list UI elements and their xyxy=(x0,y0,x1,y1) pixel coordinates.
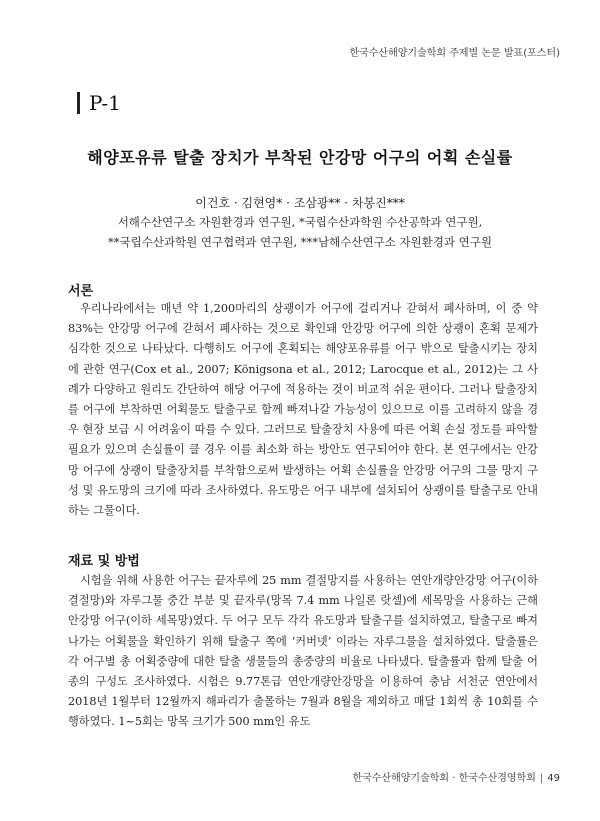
section-body-intro: 우리나라에서는 매년 약 1,200마리의 상괭이가 어구에 걸리거나 갇혀서 폐사하며, 이 중 약 83%는 안강망 어구에 갇혀서 폐사하는 것으로 확인돼 안강망 어구에 의한 상괭이 혼획 문제가 심각한 것으로 나타났다. 다행히도 어구에 혼획되는 해양포유류를 어구 밖으로 탈출시키는 장치에 관한 연구(Cox et al., 2007; Königsona et al., 2012; Larocque et al., 2012)는 그 사례가 다양하고 원리도 간단하여 해당 어구에 적용하는 것이 비교적 쉬운 편이다. 그러나 탈출장치를 어구에 부착하면 어획물도 탈출구로 함께 빠져나갈 가능성이 있으므로 이를 고려하지 않을 경우 현장 보급 시 어려움이 따를 수 있다. 그러므로 탈출장치 사용에 따른 어획 손실 정도를 파악할 필요가 있으며 손실률이 클 경우 이를 최소화 하는 방안도 연구되어야 한다. 본 연구에서는 안강망 어구에 상괭이 탈출장치를 부착함으로써 발생하는 어획 손실률을 안강망 어구의 그물 망지 구성 및 유도망의 크기에 따라 조사하였다. 유도망은 어구 내부에 설치되어 상괭이를 탈출구로 안내하는 그물이다. xyxy=(68,302,538,518)
poster-tag-bar xyxy=(77,92,80,114)
footer-societies: 한국수산해양기술학회 · 한국수산경영학회 xyxy=(352,773,536,784)
poster-tag xyxy=(77,90,137,116)
affiliation-line-2: **국립수산과학원 연구협력과 연구원, ***남해수산연구소 자원환경과 연구원 xyxy=(108,235,492,249)
section-heading-methods: 재료 및 방법 xyxy=(68,554,140,569)
paper-title: 해양포유류 탈출 장치가 부착된 안강망 어구의 어획 손실률 xyxy=(87,148,513,167)
section-heading-intro: 서론 xyxy=(68,284,94,299)
page-number: 49 xyxy=(547,773,560,784)
affiliation-line-1: 서해수산연구소 자원환경과 연구원, *국립수산과학원 수산공학과 연구원, xyxy=(117,215,483,229)
poster-tag-label: P-1 xyxy=(89,91,121,115)
author-list: 이건호 · 김현영* · 조삼광** · 차봉진*** xyxy=(195,196,405,210)
page-footer xyxy=(352,769,560,784)
running-header: 한국수산해양기술학회 주제별 논문 발표(포스터) xyxy=(349,48,560,59)
footer-separator: | xyxy=(539,773,544,784)
section-body-methods: 시험을 위해 사용한 어구는 끝자루에 25 mm 결절망지를 사용하는 연안개량안강망 어구(이하 결절망)와 자루그물 중간 부분 및 끝자루(망목 7.4 mm 나일론 랏셀)에 세목망을 사용하는 근해안강망 어구(이하 세목망)였다. 두 어구 모두 각각 유도망과 탈출구를 설치하였고, 탈출구로 빠져나가는 어획물을 확인하기 위해 탈출구 쪽에 ‘커버넷’ 이라는 자루그물을 설치하였다. 탈출률은 각 어구별 총 어획중량에 대한 탈출 생물들의 총중량의 비율로 나타냈다. 탈출률과 함께 탈출 어종의 구성도 조사하였다. 시험은 9.77톤급 연안개량안강망을 이용하여 충남 서천군 연안에서 2018년 1월부터 12월까지 해파리가 출몰하는 7월과 8월을 제외하고 매달 1회씩 총 10회를 수행하였다. 1~5회는 망목 크기가 500 mm인 유도 xyxy=(68,574,538,729)
